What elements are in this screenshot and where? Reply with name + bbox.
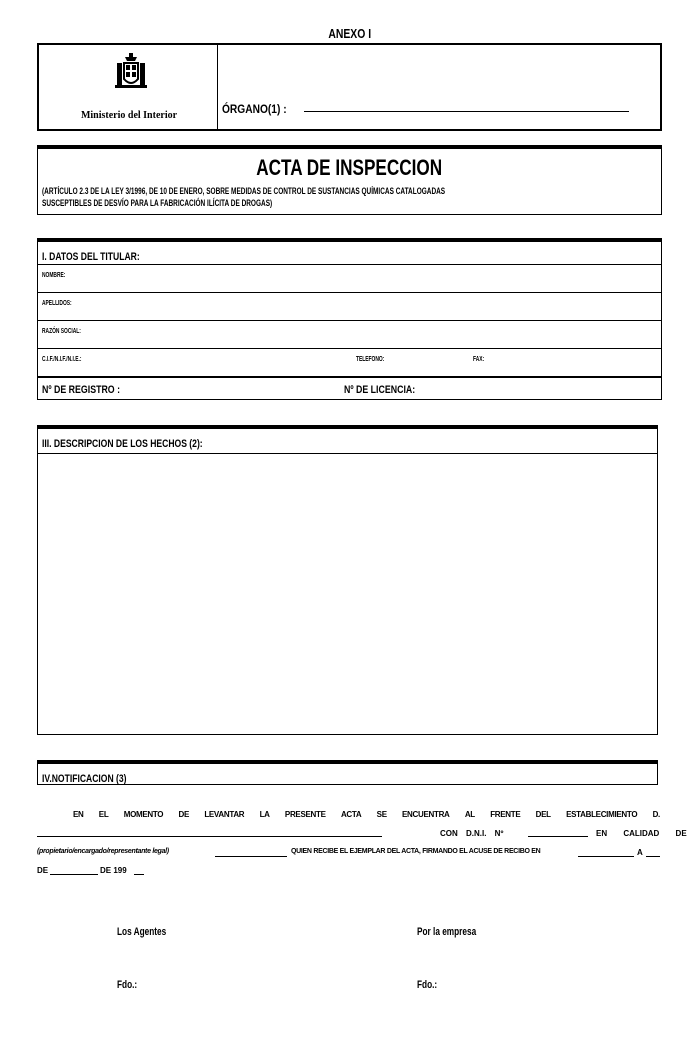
field-cif[interactable]: C.I.F./N.I.F./N.I.E.: TELEFONO: FAX: [38, 348, 661, 376]
role-label: (propietario/encargado/representante legal) [37, 848, 169, 855]
word-del: DEL [535, 810, 551, 819]
field-registro[interactable]: Nº DE REGISTRO : Nº DE LICENCIA: [38, 376, 661, 402]
en-calidad-label: EN CALIDAD DE [596, 829, 687, 838]
dni-input-line[interactable] [528, 836, 588, 837]
word-establecimiento: ESTABLECIMIENTO [566, 810, 638, 819]
licencia-label: Nº DE LICENCIA: [344, 384, 416, 396]
field-apellidos[interactable]: APELLIDOS: [38, 292, 661, 320]
ministry-name: Ministerio del Interior [80, 110, 178, 121]
word-d: D. [652, 810, 660, 819]
word-frente: FRENTE [490, 810, 521, 819]
word-la: LA [259, 810, 270, 819]
notificacion-line1 [73, 810, 660, 819]
header-divider [217, 45, 218, 129]
organ-input-line[interactable] [304, 111, 629, 112]
document-title: ACTA DE INSPECCION [256, 155, 443, 180]
fax-label: FAX: [473, 356, 485, 363]
fdo-left-label[interactable]: Fdo.: [117, 979, 138, 991]
year-label: DE 199 [100, 866, 127, 875]
section-notificacion [37, 760, 658, 785]
word-levantar: LEVANTAR [204, 810, 245, 819]
role-input-line[interactable] [215, 856, 287, 857]
section-titular [37, 238, 662, 400]
year-input-line[interactable] [134, 874, 144, 875]
word-el: EL [98, 810, 109, 819]
field-razon-social[interactable]: RAZÓN SOCIAL: [38, 320, 661, 348]
company-label: Por la empresa [417, 926, 477, 938]
annex-title: ANEXO I [328, 26, 372, 41]
word-momento: MOMENTO [123, 810, 164, 819]
header-box [37, 43, 662, 131]
word-al: AL [464, 810, 475, 819]
legal-reference-line1: (ARTÍCULO 2.3 DE LA LEY 3/1996, DE 10 DE ENERO, SOBRE MEDIDAS DE CONTROL DE SUSTANCIAS QUÍMICAS CATALOGADAS [42, 186, 446, 196]
word-se: SE [376, 810, 387, 819]
section-descripcion [37, 425, 658, 735]
de-label: DE [37, 866, 49, 875]
agents-label: Los Agentes [117, 926, 167, 938]
section-descripcion-heading: III. DESCRIPCION DE LOS HECHOS (2): [42, 438, 203, 450]
month-input-line[interactable] [50, 874, 98, 875]
organ-label: ÓRGANO(1) : [222, 102, 287, 116]
section-titular-heading: I. DATOS DEL TITULAR: [42, 251, 140, 263]
telefono-label: TELEFONO: [356, 356, 385, 363]
fdo-right-label[interactable]: Fdo.: [417, 979, 438, 991]
word-presente: PRESENTE [284, 810, 326, 819]
a-label: A [637, 848, 643, 857]
word-encuentra: ENCUENTRA [402, 810, 450, 819]
descripcion-textarea[interactable] [38, 453, 657, 734]
field-nombre[interactable]: NOMBRE: [38, 264, 661, 292]
section-notificacion-heading: IV.NOTIFICACION (3) [42, 773, 127, 785]
legal-reference-line2: SUSCEPTIBLES DE DESVÍO PARA LA FABRICACIÓN ILÍCITA DE DROGAS) [42, 198, 273, 208]
day-input-line[interactable] [646, 856, 660, 857]
place-input-line[interactable] [578, 856, 634, 857]
word-en: EN [73, 810, 84, 819]
word-de: DE [178, 810, 190, 819]
receipt-text: QUIEN RECIBE EL EJEMPLAR DEL ACTA, FIRMANDO EL ACUSE DE RECIBO EN [291, 848, 541, 855]
con-dni-label: CON D.N.I. Nº [440, 829, 504, 838]
title-box [37, 145, 662, 215]
coat-of-arms-icon [114, 53, 148, 91]
name-input-line[interactable] [37, 836, 382, 837]
word-acta: ACTA [340, 810, 362, 819]
